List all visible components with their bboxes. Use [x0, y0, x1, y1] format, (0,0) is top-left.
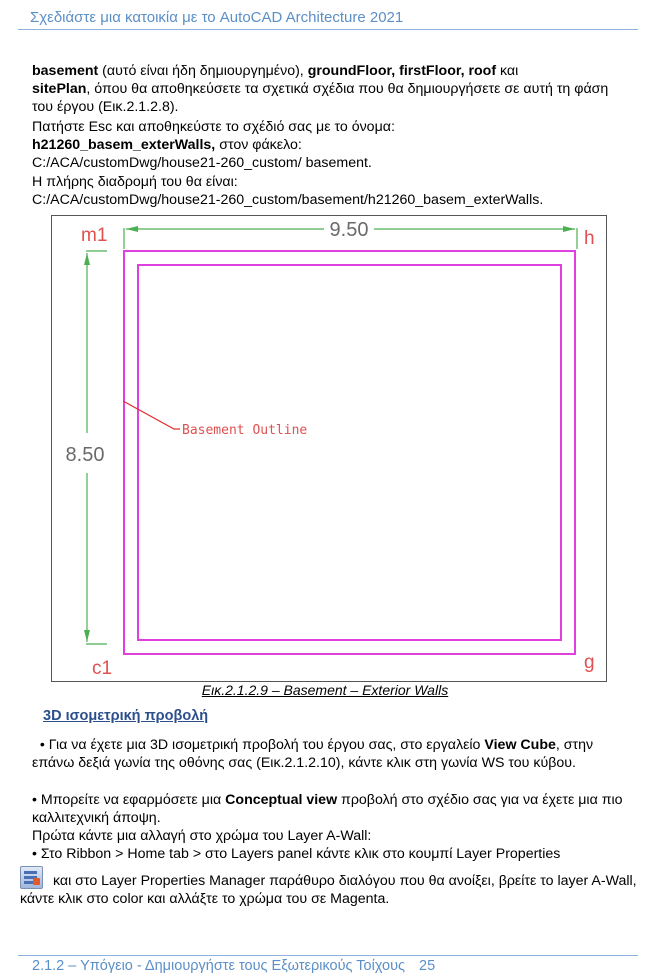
arrow-right [563, 226, 575, 232]
intro-text-c: , όπου θα αποθηκεύσετε τα σχετικά σχέδια που θα δημιουργήσετε σε αυτή τη φάση του έργου (Εικ.2.1.2.8). [32, 81, 609, 116]
intro-text-a: (αυτό είναι ήδη δημιουργημένο), [98, 63, 308, 79]
page-number: 25 [419, 958, 436, 974]
running-header: Σχεδιάστε μια κατοικία με το AutoCAD Architecture 2021 [30, 9, 404, 26]
file-name: h21260_basem_exterWalls, [32, 137, 216, 154]
grid-label-h: h [584, 228, 595, 249]
intro-paragraph [32, 62, 632, 117]
grid-label-m1: m1 [81, 225, 108, 246]
b2-text-a: • Μπορείτε να εφαρμόσετε μια [32, 792, 226, 808]
footer-text: 2.1.2 – Υπόγειο - Δημιουργήστε τους Εξωτερικούς Τοίχους [32, 958, 406, 974]
full-path: C:/ACA/customDwg/house21-260_custom/basement/h21260_basem_exterWalls. [32, 191, 544, 208]
esc-instruction: Πατήστε Esc και αποθηκεύστε το σχέδιό σας με το όνομα: [32, 119, 395, 135]
b2-text-b: προβολή στο σχέδιο σας για να έχετε μια πιο καλλιτεχνική άποψη. [32, 792, 623, 827]
folder-path: C:/ACA/customDwg/house21-260_custom/ basement. [32, 155, 372, 172]
caption-text: Εικ.2.1.2.9 – Basement – Exterior Walls [201, 682, 449, 698]
b2-bold: Conceptual view [225, 792, 338, 808]
b5-text: και στο Layer Properties Manager παράθυρο διαλόγου που θα ανοίξει, βρείτε το layer A-Wall, κάντε κλικ στο color και αλλάξτε το χρώμα του σε Magenta. [20, 873, 637, 908]
b1-text-b: , στην επάνω δεξιά γωνία της οθόνης σας (Εικ.2.1.2.10), κάντε κλικ στη γωνία WS του κύβου. [32, 737, 594, 772]
folder-names: groundFloor, firstFloor, roof [307, 63, 497, 79]
arrow-left [126, 226, 138, 232]
layer-manager-instructions [20, 866, 640, 908]
intro-text-b: και [496, 63, 519, 79]
b1-text-a: • Για να έχετε μια 3D ισομετρική προβολή του έργου σας, στο εργαλείο [32, 737, 485, 753]
bullet-view-cube [32, 736, 632, 772]
dim-height-label: 8.50 [65, 444, 105, 466]
save-instructions [32, 118, 632, 209]
file-folder-label: στον φάκελο: [215, 137, 302, 154]
layer-properties-icon[interactable] [20, 866, 43, 889]
callout-label: Basement Outline [182, 423, 308, 438]
bullet-layer-properties: • Στο Ribbon > Home tab > στο Layers panel κάντε κλικ στο κουμπί Layer Properties [32, 846, 561, 862]
dim-width-label: 9.50 [329, 219, 369, 241]
exterior-wall-inner [138, 265, 561, 640]
cad-drawing [52, 216, 606, 681]
section-heading: 3D ισομετρική προβολή [43, 708, 209, 724]
arrow-top [84, 253, 90, 265]
bullet-conceptual-view [32, 791, 632, 827]
footer-rule [18, 955, 638, 956]
grid-label-c1: c1 [92, 658, 113, 679]
grid-label-g: g [584, 652, 595, 673]
folder-basement: basement [32, 63, 99, 79]
header-rule [18, 29, 638, 30]
b1-bold: View Cube [484, 737, 556, 753]
layer-color-intro: Πρώτα κάντε μια αλλαγή στο χρώμα του Layer A-Wall: [32, 828, 372, 844]
exterior-wall-outer [124, 251, 575, 654]
full-path-label: Η πλήρης διαδρομή του θα είναι: [32, 173, 238, 190]
figure-caption [0, 682, 650, 698]
folder-siteplan: sitePlan [32, 81, 87, 98]
running-footer [32, 958, 435, 974]
callout-leader [123, 401, 180, 429]
basement-drawing [51, 215, 607, 682]
arrow-bottom [84, 630, 90, 642]
